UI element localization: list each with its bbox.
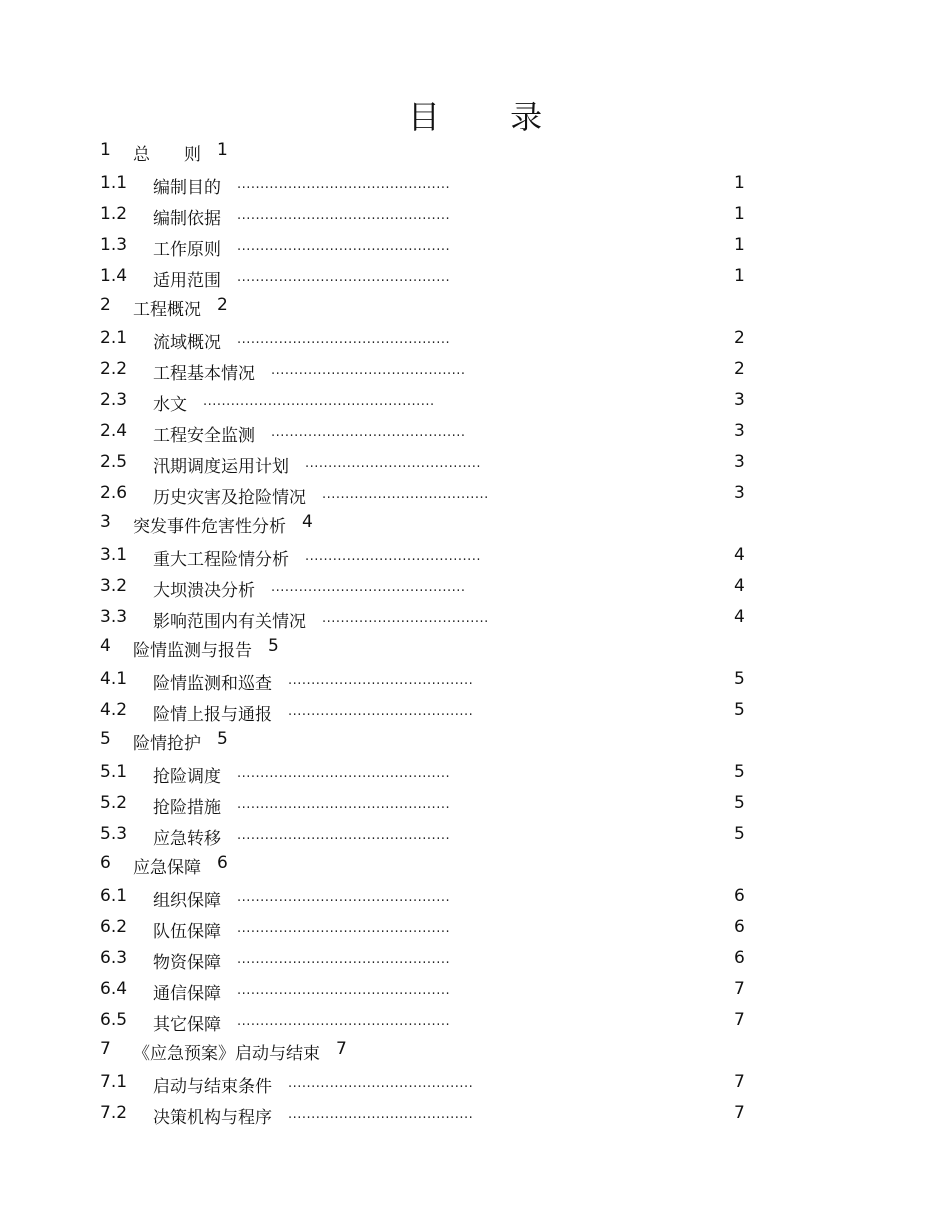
toc-number: 4.1 [100, 669, 128, 689]
toc-title: 险情抢护 [133, 734, 201, 754]
toc-number: 2.1 [100, 328, 128, 348]
toc-page-number: 1 [734, 173, 745, 193]
toc-section-row[interactable] [0, 266, 950, 292]
toc-page-number: 5 [734, 700, 745, 720]
toc-number: 1.4 [100, 266, 128, 286]
toc-page-number: 3 [734, 452, 745, 472]
toc-page-number: 5 [734, 824, 745, 844]
toc-leader-dots: .......................................... [271, 580, 466, 595]
toc-number: 2.4 [100, 421, 128, 441]
toc-number: 2.2 [100, 359, 128, 379]
toc-leader-dots: ...................................... [305, 456, 482, 471]
toc-title: 应急转移 [153, 829, 221, 849]
toc-leader-dots: .............................................. [237, 270, 451, 285]
toc-title: 历史灾害及抢险情况 [153, 488, 306, 508]
toc-title: 物资保障 [153, 953, 221, 973]
toc-page-number: 2 [734, 328, 745, 348]
toc-section-row[interactable] [0, 948, 950, 974]
toc-page-number: 6 [734, 886, 745, 906]
toc-number: 4 [100, 636, 111, 656]
toc-title: 编制目的 [153, 178, 221, 198]
toc-page-number: 1 [734, 204, 745, 224]
toc-number: 6.4 [100, 979, 128, 999]
toc-chapter-row[interactable] [0, 853, 950, 879]
toc-page-number: 4 [734, 576, 745, 596]
toc-page-number: 2 [217, 295, 228, 315]
toc-title: 总 则 [133, 145, 201, 165]
toc-leader-dots: .................................... [322, 611, 489, 626]
toc-section-row[interactable] [0, 607, 950, 633]
toc-number: 6.3 [100, 948, 128, 968]
toc-number: 2.5 [100, 452, 128, 472]
toc-number: 6.5 [100, 1010, 128, 1030]
toc-page-number: 6 [734, 917, 745, 937]
toc-title: 工作原则 [153, 240, 221, 260]
toc-leader-dots: .............................................. [237, 890, 451, 905]
toc-section-row[interactable] [0, 793, 950, 819]
toc-leader-dots: .................................................. [203, 394, 435, 409]
toc-page-number: 1 [734, 235, 745, 255]
toc-leader-dots: .............................................. [237, 177, 451, 192]
toc-title: 水文 [153, 395, 187, 415]
toc-title: 工程概况 [133, 300, 201, 320]
toc-section-row[interactable] [0, 917, 950, 943]
toc-chapter-row[interactable] [0, 1039, 950, 1065]
toc-section-row[interactable] [0, 204, 950, 230]
toc-page-number: 6 [217, 853, 228, 873]
toc-leader-dots: ........................................ [288, 673, 474, 688]
toc-title: 队伍保障 [153, 922, 221, 942]
toc-section-row[interactable] [0, 328, 950, 354]
toc-section-row[interactable] [0, 979, 950, 1005]
toc-leader-dots: .............................................. [237, 1014, 451, 1029]
toc-leader-dots: ...................................... [305, 549, 482, 564]
toc-title: 流域概况 [153, 333, 221, 353]
toc-page-number: 4 [734, 607, 745, 627]
toc-number: 3 [100, 512, 111, 532]
toc-title: 组织保障 [153, 891, 221, 911]
toc-page-number: 7 [734, 979, 745, 999]
toc-title: 《应急预案》启动与结束 [133, 1044, 320, 1064]
toc-title: 决策机构与程序 [153, 1108, 272, 1128]
toc-number: 4.2 [100, 700, 128, 720]
toc-number: 3.1 [100, 545, 128, 565]
toc-leader-dots: .......................................... [271, 425, 466, 440]
toc-page-number: 7 [734, 1103, 745, 1123]
toc-leader-dots: ........................................ [288, 704, 474, 719]
toc-title: 重大工程险情分析 [153, 550, 289, 570]
toc-page-number: 5 [217, 729, 228, 749]
toc-leader-dots: .............................................. [237, 921, 451, 936]
toc-title: 其它保障 [153, 1015, 221, 1035]
toc-section-row[interactable] [0, 762, 950, 788]
toc-number: 2.3 [100, 390, 128, 410]
toc-section-row[interactable] [0, 390, 950, 416]
toc-title: 适用范围 [153, 271, 221, 291]
toc-section-row[interactable] [0, 359, 950, 385]
toc-section-row[interactable] [0, 545, 950, 571]
toc-page-number: 5 [268, 636, 279, 656]
toc-page-number: 5 [734, 793, 745, 813]
toc-number: 1 [100, 140, 111, 160]
toc-section-row[interactable] [0, 1010, 950, 1036]
toc-title: 通信保障 [153, 984, 221, 1004]
toc-leader-dots: .......................................... [271, 363, 466, 378]
toc-title: 工程基本情况 [153, 364, 255, 384]
toc-page-number: 5 [734, 762, 745, 782]
toc-leader-dots: .............................................. [237, 983, 451, 998]
toc-page-number: 3 [734, 421, 745, 441]
toc-title: 险情上报与通报 [153, 705, 272, 725]
toc-number: 5 [100, 729, 111, 749]
toc-title: 影响范围内有关情况 [153, 612, 306, 632]
toc-chapter-row[interactable] [0, 295, 950, 321]
toc-page-number: 7 [336, 1039, 347, 1059]
toc-page-number: 1 [217, 140, 228, 160]
toc-title: 编制依据 [153, 209, 221, 229]
toc-chapter-row[interactable] [0, 729, 950, 755]
toc-leader-dots: .............................................. [237, 208, 451, 223]
toc-title: 抢险措施 [153, 798, 221, 818]
toc-number: 3.2 [100, 576, 128, 596]
toc-leader-dots: .............................................. [237, 766, 451, 781]
toc-page-number: 2 [734, 359, 745, 379]
toc-number: 5.2 [100, 793, 128, 813]
toc-section-row[interactable] [0, 576, 950, 602]
page-title: 目 录 [407, 98, 573, 136]
toc-number: 6 [100, 853, 111, 873]
toc-page-number: 5 [734, 669, 745, 689]
toc-number: 1.1 [100, 173, 128, 193]
toc-leader-dots: .............................................. [237, 797, 451, 812]
toc-title: 抢险调度 [153, 767, 221, 787]
toc-section-row[interactable] [0, 700, 950, 726]
toc-number: 3.3 [100, 607, 128, 627]
toc-page-number: 7 [734, 1010, 745, 1030]
toc-section-row[interactable] [0, 173, 950, 199]
toc-number: 5.1 [100, 762, 128, 782]
toc-chapter-row[interactable] [0, 512, 950, 538]
toc-title: 汛期调度运用计划 [153, 457, 289, 477]
toc-number: 2 [100, 295, 111, 315]
toc-page-number: 4 [734, 545, 745, 565]
toc-page-number: 1 [734, 266, 745, 286]
toc-number: 6.2 [100, 917, 128, 937]
toc-section-row[interactable] [0, 1103, 950, 1129]
toc-leader-dots: .............................................. [237, 239, 451, 254]
toc-title: 工程安全监测 [153, 426, 255, 446]
toc-number: 7.2 [100, 1103, 128, 1123]
toc-title: 险情监测与报告 [133, 641, 252, 661]
toc-section-row[interactable] [0, 886, 950, 912]
toc-page-number: 3 [734, 390, 745, 410]
toc-section-row[interactable] [0, 421, 950, 447]
toc-title: 应急保障 [133, 858, 201, 878]
toc-page-number: 7 [734, 1072, 745, 1092]
toc-number: 7.1 [100, 1072, 128, 1092]
toc-section-row[interactable] [0, 669, 950, 695]
toc-leader-dots: ........................................ [288, 1076, 474, 1091]
toc-section-row[interactable] [0, 1072, 950, 1098]
toc-number: 1.3 [100, 235, 128, 255]
toc-section-row[interactable] [0, 824, 950, 850]
toc-leader-dots: ........................................ [288, 1107, 474, 1122]
toc-number: 1.2 [100, 204, 128, 224]
toc-leader-dots: .............................................. [237, 952, 451, 967]
toc-page-number: 3 [734, 483, 745, 503]
toc-chapter-row[interactable] [0, 636, 950, 662]
toc-leader-dots: .............................................. [237, 828, 451, 843]
toc-title: 突发事件危害性分析 [133, 517, 286, 537]
toc-leader-dots: .................................... [322, 487, 489, 502]
toc-section-row[interactable] [0, 235, 950, 261]
toc-title: 险情监测和巡查 [153, 674, 272, 694]
toc-section-row[interactable] [0, 483, 950, 509]
toc-number: 7 [100, 1039, 111, 1059]
toc-title: 启动与结束条件 [153, 1077, 272, 1097]
toc-page-number: 4 [302, 512, 313, 532]
toc-number: 6.1 [100, 886, 128, 906]
toc-number: 5.3 [100, 824, 128, 844]
toc-leader-dots: .............................................. [237, 332, 451, 347]
toc-section-row[interactable] [0, 452, 950, 478]
toc-number: 2.6 [100, 483, 128, 503]
toc-title: 大坝溃决分析 [153, 581, 255, 601]
toc-page-number: 6 [734, 948, 745, 968]
toc-chapter-row[interactable] [0, 140, 950, 166]
